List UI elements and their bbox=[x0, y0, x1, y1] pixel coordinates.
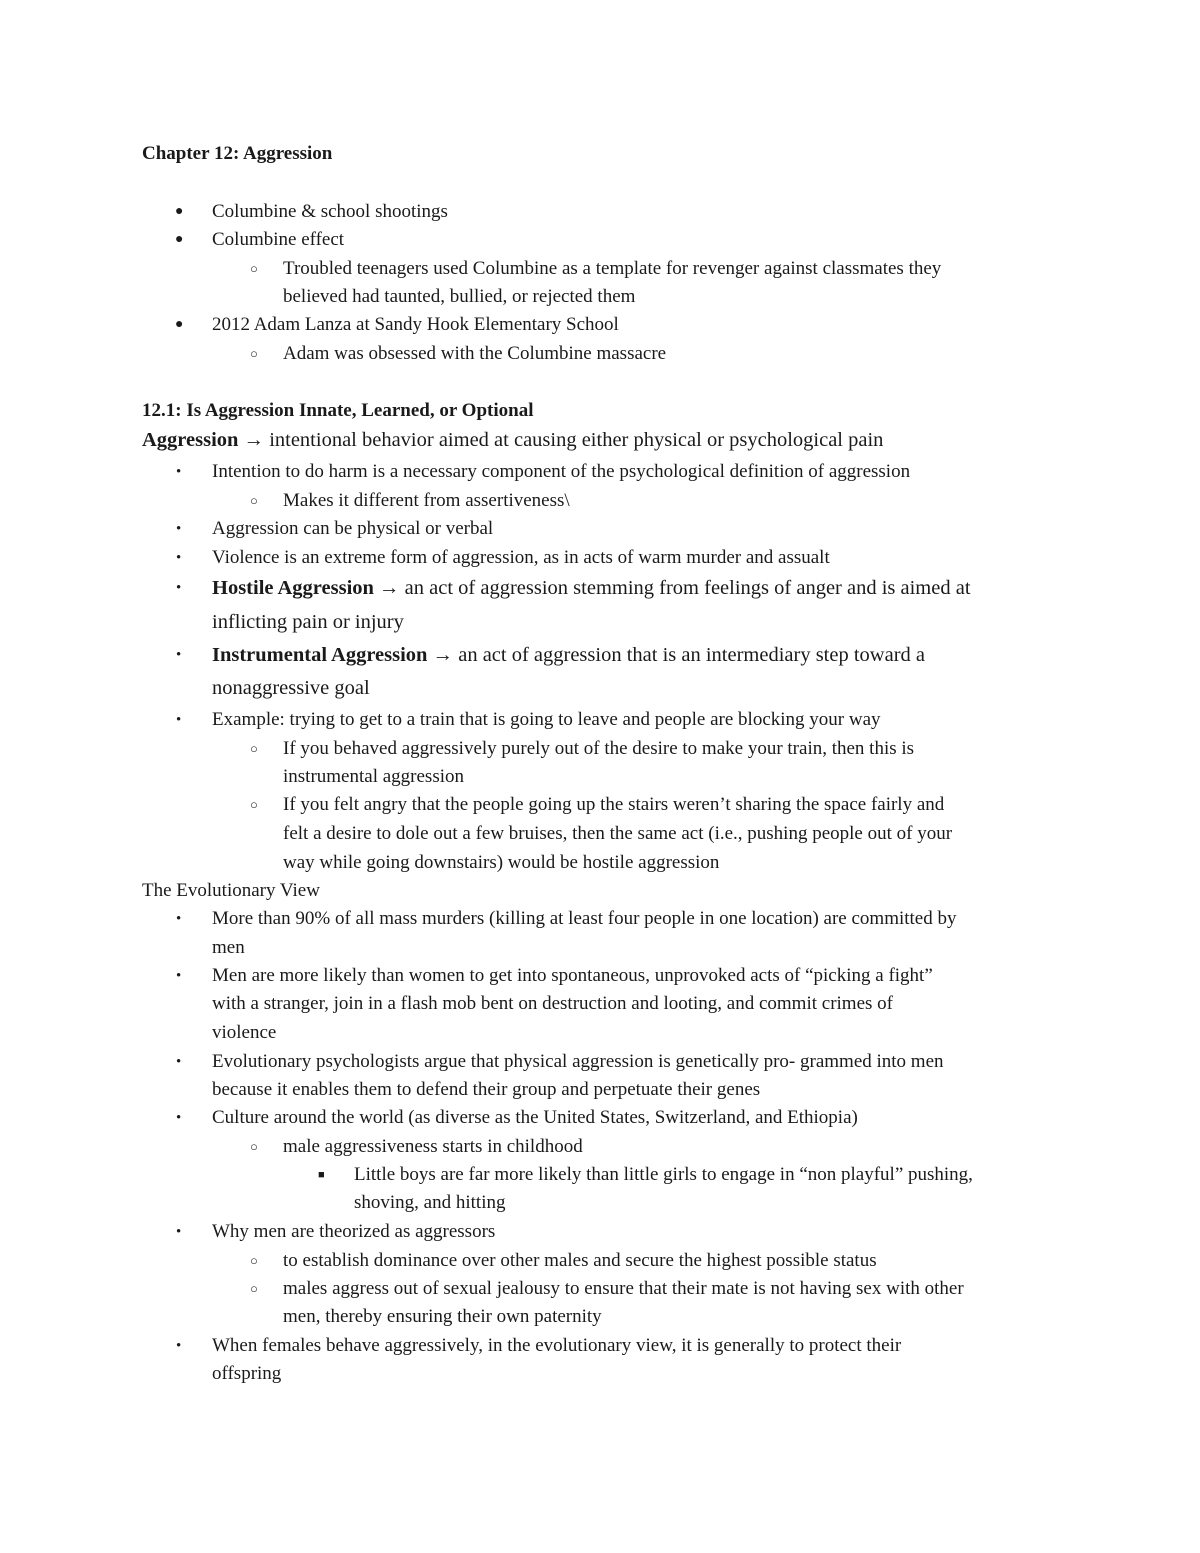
bullet-icon: • bbox=[176, 464, 182, 480]
bullet-icon: • bbox=[176, 647, 182, 663]
list-item: Intention to do harm is a necessary component of the psychological definition of aggression bbox=[212, 461, 911, 482]
list-item: Example: trying to get to a train that is going to leave and people are blocking your way bbox=[212, 709, 881, 730]
definition-term: Aggression bbox=[142, 429, 239, 451]
bullet-disc-icon: ● bbox=[175, 317, 184, 332]
bullet-icon: • bbox=[176, 712, 182, 728]
list-item-continuation: men bbox=[212, 937, 245, 958]
bullet-icon: • bbox=[176, 911, 182, 927]
bullet-icon: • bbox=[176, 1110, 182, 1126]
list-item-continuation: inflicting pain or injury bbox=[212, 611, 404, 633]
bullet-icon: • bbox=[176, 550, 182, 566]
list-item-continuation: because it enables them to defend their group and perpetuate their genes bbox=[212, 1079, 761, 1100]
bullet-circle-icon: ○ bbox=[250, 797, 258, 812]
bullet-disc-icon: ● bbox=[175, 204, 184, 219]
section-heading: 12.1: Is Aggression Innate, Learned, or Optional bbox=[142, 400, 534, 421]
list-item-continuation: nonaggressive goal bbox=[212, 677, 370, 699]
list-item: Adam was obsessed with the Columbine massacre bbox=[283, 343, 667, 364]
list-item: Why men are theorized as aggressors bbox=[212, 1221, 496, 1242]
bullet-icon: • bbox=[176, 968, 182, 984]
list-item-continuation: shoving, and hitting bbox=[354, 1192, 506, 1213]
bullet-icon: • bbox=[176, 1054, 182, 1070]
list-item-continuation: felt a desire to dole out a few bruises, then the same act (i.e., pushing people out of your bbox=[283, 823, 953, 844]
list-item-continuation: men, thereby ensuring their own paternity bbox=[283, 1306, 602, 1327]
list-item-continuation: instrumental aggression bbox=[283, 766, 464, 787]
list-item: When females behave aggressively, in the evolutionary view, it is generally to protect their bbox=[212, 1335, 902, 1356]
list-item: Aggression can be physical or verbal bbox=[212, 518, 494, 539]
list-item: Columbine effect bbox=[212, 229, 345, 250]
arrow-icon: → bbox=[432, 644, 454, 666]
subheading: The Evolutionary View bbox=[142, 880, 320, 901]
list-item: male aggressiveness starts in childhood bbox=[283, 1136, 583, 1157]
bullet-icon: • bbox=[176, 580, 182, 596]
bullet-circle-icon: ○ bbox=[250, 1139, 258, 1154]
bullet-icon: • bbox=[176, 1338, 182, 1354]
list-item-continuation: violence bbox=[212, 1022, 277, 1043]
bullet-circle-icon: ○ bbox=[250, 1253, 258, 1268]
bullet-circle-icon: ○ bbox=[250, 1281, 258, 1296]
list-item: Culture around the world (as diverse as the United States, Switzerland, and Ethiopia) bbox=[212, 1107, 858, 1128]
list-item: Columbine & school shootings bbox=[212, 201, 448, 222]
list-item: If you felt angry that the people going up the stairs weren’t sharing the space fairly and bbox=[283, 794, 945, 815]
list-item: More than 90% of all mass murders (killing at least four people in one location) are committed by bbox=[212, 908, 957, 929]
bullet-icon: • bbox=[176, 1224, 182, 1240]
bullet-circle-icon: ○ bbox=[250, 346, 258, 361]
bullet-square-icon: ■ bbox=[318, 1169, 325, 1181]
list-item: If you behaved aggressively purely out of the desire to make your train, then this is bbox=[283, 738, 915, 759]
term-instrumental-aggression: Instrumental Aggression bbox=[212, 644, 428, 666]
list-item: Little boys are far more likely than little girls to engage in “non playful” pushing, bbox=[354, 1164, 973, 1185]
list-item-continuation: way while going downstairs) would be hostile aggression bbox=[283, 852, 720, 873]
bullet-icon: • bbox=[176, 521, 182, 537]
list-item: Troubled teenagers used Columbine as a template for revenger against classmates they bbox=[283, 258, 942, 279]
list-item-continuation: believed had taunted, bullied, or rejected them bbox=[283, 286, 636, 307]
list-item: Hostile Aggression → an act of aggression stemming from feelings of anger and is aimed at bbox=[212, 577, 971, 599]
bullet-disc-icon: ● bbox=[175, 232, 184, 247]
bullet-circle-icon: ○ bbox=[250, 261, 258, 276]
term-hostile-aggression: Hostile Aggression bbox=[212, 577, 374, 599]
list-item: Instrumental Aggression → an act of aggression that is an intermediary step toward a bbox=[212, 644, 926, 666]
list-item: 2012 Adam Lanza at Sandy Hook Elementary School bbox=[212, 314, 619, 335]
arrow-icon: → bbox=[243, 429, 265, 451]
arrow-icon: → bbox=[379, 577, 400, 599]
bullet-circle-icon: ○ bbox=[250, 741, 258, 756]
definition bbox=[142, 426, 883, 454]
list-item: Makes it different from assertiveness\ bbox=[283, 490, 570, 511]
list-item: Evolutionary psychologists argue that physical aggression is genetically pro- grammed into men bbox=[212, 1051, 944, 1072]
chapter-title: Chapter 12: Aggression bbox=[142, 143, 333, 164]
list-item: Men are more likely than women to get into spontaneous, unprovoked acts of “picking a fight” bbox=[212, 965, 933, 986]
list-item-continuation: with a stranger, join in a flash mob bent on destruction and looting, and commit crimes of bbox=[212, 993, 893, 1014]
definition-text: intentional behavior aimed at causing either physical or psychological pain bbox=[269, 429, 884, 451]
list-item: Violence is an extreme form of aggression, as in acts of warm murder and assualt bbox=[212, 547, 830, 568]
bullet-circle-icon: ○ bbox=[250, 493, 258, 508]
list-item-continuation: offspring bbox=[212, 1363, 282, 1384]
list-item: males aggress out of sexual jealousy to ensure that their mate is not having sex with other bbox=[283, 1278, 964, 1299]
list-item: to establish dominance over other males and secure the highest possible status bbox=[283, 1250, 877, 1271]
